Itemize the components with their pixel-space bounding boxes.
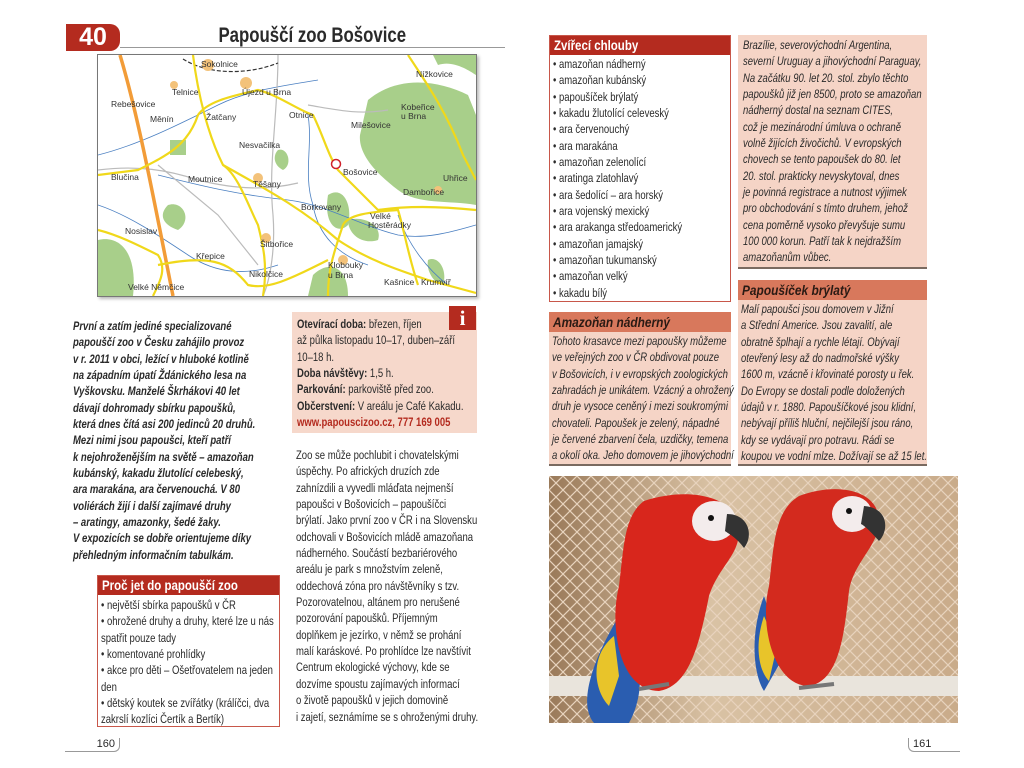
- text-line: cena poměrně vysoko převyšuje sumu: [743, 217, 906, 232]
- text-line: kubánský, kakadu žlutolící celebeský,: [73, 466, 244, 481]
- text-line: • amazoňan velký: [553, 269, 628, 284]
- text-line: nádherného. Součástí bezbariérového: [296, 546, 458, 561]
- why-visit-header: [98, 576, 279, 595]
- map-label: Kašnice: [384, 277, 415, 287]
- text-line: koupou ve vodní mlze. Dožívají se až 15 let.: [741, 449, 928, 464]
- text-line: odchovali v Bošovicích mládě amazoňana: [296, 529, 474, 544]
- page-number-left: 160: [65, 738, 120, 752]
- text-line: Mezi nimi jsou papoušci, kteří patří: [73, 433, 231, 448]
- intro-paragraph: [73, 318, 307, 563]
- text-line: • amazoňan zelenolící: [553, 155, 647, 170]
- animal-highlights-title: Zvířecí chlouby: [554, 37, 639, 53]
- text-line: • kakadu žlutolící celeveský: [553, 106, 669, 121]
- text-line: • amazoňan nádherný: [553, 57, 646, 71]
- body-paragraph: [296, 447, 529, 725]
- text-line: zahnízdili a vyvedli mláďata nejmenší: [296, 480, 454, 495]
- map-label: Dambořice: [403, 187, 445, 197]
- opening-hours: [297, 316, 463, 332]
- amazon-header: [549, 312, 731, 332]
- visitor-info-box: [292, 312, 477, 433]
- text-line: Na začátku 90. let 20. stol. zbylo těchto: [743, 70, 909, 85]
- text-line: což je mezinárodní úmluva o ochraně: [743, 119, 901, 134]
- text-line: chovech se tento papoušek do 80. let: [743, 152, 901, 167]
- text-line: • největší sbírka papoušků v ČR: [101, 598, 236, 612]
- map-label: Kobeřice: [401, 102, 435, 112]
- text-line: • amazoňan jamajský: [553, 236, 643, 251]
- text-line: pozorování papoušků. Příjemným: [296, 611, 438, 626]
- text-line: Do Evropy se dostali podle doložených: [741, 383, 905, 398]
- spectacled-parrotlet-box: [738, 280, 927, 466]
- text-line: malí karáskové. Po prohlídce lze navštívit: [296, 644, 471, 659]
- text-line: kdy se vydávají pro potravu. Rádi se: [741, 432, 895, 447]
- text-line: a okolí oka. Jeho domovem je jihovýchodní: [552, 448, 734, 463]
- map-label: Telnice: [172, 87, 199, 97]
- text-line: ve veřejných zoo v ČR obdivovat pouze: [552, 350, 719, 365]
- text-line: ara marakána, ara červenouchá. V 80: [73, 482, 240, 497]
- map-label: Těšany: [253, 179, 281, 189]
- text-line: obratně šplhají a rychle létají. Obývají: [741, 334, 900, 349]
- text-line: na západním úpatí Ždánického lesa na: [73, 368, 247, 383]
- text-line: druh je vysoce ceněný i mezi soukromými: [552, 399, 728, 414]
- text-line: která dnes čítá asi 200 jedinců 20 druhů.: [73, 417, 256, 432]
- opening-label: Otevírací doba:: [297, 317, 367, 331]
- amazon-continued-text: [738, 35, 927, 269]
- text-line: i zajetí, seznámíme se s ohroženými druhy.: [296, 709, 479, 724]
- map-label: Milešovice: [351, 120, 391, 130]
- map-label: Nížkovice: [416, 69, 453, 79]
- text-line: – aratingy, amazonky, šedé žaky.: [73, 515, 221, 530]
- map-label: Šitbořice: [260, 239, 294, 249]
- text-line: dávají dohromady sbírku papoušků,: [73, 400, 236, 415]
- map-label: Hostěrádky: [368, 220, 411, 230]
- text-line: volně žijících živočichů. V evropských: [743, 136, 902, 151]
- opening-hours-line: až půlka listopadu 10–17, duben–září: [297, 333, 456, 348]
- refreshments: [297, 398, 463, 414]
- text-line: v Bošovicích, i v evropských zoologických: [552, 366, 728, 381]
- map-label: Měnín: [150, 114, 174, 124]
- parrotlet-title: Papoušíček brýlatý: [742, 282, 851, 298]
- text-line: 1600 m, vzácně i křovinaté porosty u řek.: [741, 367, 915, 382]
- map-label: u Brna: [328, 270, 354, 280]
- text-line: • ohrožené druhy a druhy, které lze u nás: [101, 614, 274, 629]
- map-label: Velké: [370, 211, 391, 221]
- animal-highlights-header: [550, 36, 730, 55]
- text-line: • papoušíček brýlatý: [553, 89, 639, 104]
- text-line: zahradách je unikátem. Vzácný a ohrožený: [552, 383, 734, 398]
- text-line: otevřený lesy až do nadmořské výšky: [741, 351, 899, 366]
- text-line: spatřit pouze tady: [101, 630, 177, 645]
- info-icon: i: [449, 306, 476, 330]
- map-label: Bošovice: [343, 167, 378, 177]
- animal-highlights-box: [549, 35, 731, 302]
- text-line: o životě papoušků v jejich domovině: [296, 693, 449, 708]
- text-line: • amazoňan kubánský: [553, 73, 647, 88]
- text-line: oddechová zóna pro návštěvníky s tzv.: [296, 578, 460, 593]
- food-label: Občerstvení:: [297, 398, 356, 413]
- text-line: a Střední Americe. Jsou zavalití, ale: [741, 318, 893, 333]
- text-line: brýlatí. Jako první zoo v ČR i na Slovensku: [296, 513, 478, 528]
- visit-duration: [297, 365, 463, 381]
- animal-highlights-list: [550, 55, 730, 301]
- text-line: • ara šedolící – ara horský: [553, 187, 664, 202]
- contact-link[interactable]: www.papouscizoo.cz, 777 169 005: [297, 415, 451, 430]
- text-line: severní Uruguay a jihovýchodní Paraguay,: [743, 54, 922, 69]
- food-value: V areálu je Café Kakadu.: [355, 398, 464, 413]
- text-line: nebývají příliš hluční, nejčilejší jsou ráno,: [741, 416, 914, 431]
- parrotlet-header: [738, 280, 927, 300]
- map-label: Borkovany: [301, 202, 342, 212]
- amazon-title: Amazoňan nádherný: [553, 314, 671, 330]
- text-line: voliérách žijí i další zajímavé druhy: [73, 498, 231, 513]
- text-line: V expozicích se dobře orientujeme díky: [73, 531, 252, 546]
- map-label: Újezd u Brna: [242, 87, 292, 97]
- text-line: papoušků již jen 8500, proto se amazoňan: [743, 87, 922, 102]
- text-line: dozvíme spoustu zajímavých informací: [296, 676, 460, 691]
- text-line: papoušci v Bošovicích – papoušíčci: [296, 497, 447, 512]
- text-line: amazoňanům vůbec.: [743, 250, 832, 265]
- map-label: Otnice: [289, 110, 314, 120]
- opening-value: březen, říjen: [366, 317, 422, 331]
- text-line: • dětský koutek se zvířátky (králíčci, dva: [101, 696, 270, 711]
- parrotlet-text: [738, 300, 927, 464]
- page-title: [120, 24, 505, 48]
- why-visit-list: [98, 595, 279, 728]
- map-label: Uhřice: [443, 173, 468, 183]
- map-label: Nosislav: [125, 226, 158, 236]
- text-line: zakrslí kozlíci Čertík a Bertík): [101, 712, 225, 727]
- text-line: v r. 2011 v obci, ležící v hluboké kotlině: [73, 351, 249, 366]
- amazon-box: [549, 312, 734, 466]
- text-line: První a zatím jediné specializované: [73, 319, 232, 333]
- map-label: Nikolčice: [249, 269, 284, 279]
- text-line: přehledným informačním tabulkám.: [73, 547, 234, 562]
- text-line: areálu je park s množstvím zeleně,: [296, 562, 443, 577]
- text-line: Centrum ekologické výchovy, kde se: [296, 660, 450, 675]
- map-label: Žatčany: [206, 112, 237, 122]
- text-line: • akce pro děti – Ošetřovatelem na jeden: [101, 663, 273, 678]
- text-line: 20. stol. prakticky nevyskytoval, dnes: [743, 168, 900, 183]
- text-line: • kakadu bílý: [553, 285, 608, 300]
- text-line: Tohoto krasavce mezi papoušky můžeme: [552, 334, 727, 348]
- visit-label: Doba návštěvy:: [297, 366, 368, 381]
- text-line: Brazílie, severovýchodní Argentina,: [743, 38, 893, 52]
- page-title-text: Papouščí zoo Bošovice: [218, 24, 407, 47]
- text-line: doplňkem je jezírko, v němž se prohání: [296, 627, 462, 642]
- text-line: Malí papoušci jsou domovem v Jižní: [741, 302, 894, 316]
- text-line: pro obchodování s tímto druhem, jehož: [743, 201, 908, 216]
- amazon-text: [549, 332, 734, 464]
- text-line: chovateli. Papoušek je zelený, nápadné: [552, 415, 720, 430]
- text-line: • amazoňan tukumanský: [553, 253, 657, 268]
- why-visit-title: Proč jet do papouščí zoo: [102, 577, 238, 593]
- text-line: Zoo se může pochlubit i chovatelskými: [296, 448, 459, 462]
- parking-label: Parkování:: [297, 382, 346, 397]
- text-line: • ara marakána: [553, 138, 618, 153]
- map-label: Nesvačilka: [239, 140, 281, 150]
- parking-value: parkoviště před zoo.: [345, 382, 434, 397]
- map-label: Sokolnice: [201, 59, 238, 69]
- text-line: • ara červenouchý: [553, 122, 630, 137]
- text-line: papouščí zoo v Česku zahájilo provoz: [73, 335, 245, 350]
- text-line: • ara vojenský mexický: [553, 204, 650, 219]
- map-label: Křepice: [196, 251, 225, 261]
- macaw-photo: [549, 476, 958, 723]
- map-label: Krumvíř: [421, 277, 451, 287]
- map-label: Klobouky: [328, 260, 363, 270]
- text-line: Pozorovatelnou, altánem pro nerušené: [296, 595, 460, 610]
- map-label: Blučina: [111, 172, 139, 182]
- map-label: Rebešovice: [111, 99, 156, 109]
- text-line: nádherný dostal na seznam CITES,: [743, 103, 894, 118]
- location-map: [97, 54, 477, 297]
- text-line: • ara arakanga středoamerický: [553, 220, 683, 235]
- text-line: je červené zbarvení čela, uzdičky, temena: [552, 432, 729, 447]
- text-line: k nejohroženějším na světě – amazoňan: [73, 449, 254, 464]
- map-label: u Brna: [401, 111, 427, 121]
- why-visit-box: [97, 575, 280, 727]
- text-line: • aratinga zlatohlavý: [553, 171, 639, 186]
- parking: [297, 381, 463, 397]
- opening-hours-line: 10–18 h.: [297, 349, 335, 364]
- text-line: údajů v r. 1880. Papoušíčkové jsou klidní,: [741, 400, 917, 415]
- visit-value: 1,5 h.: [367, 366, 394, 381]
- chapter-number-badge: 40: [66, 24, 120, 51]
- text-line: • komentované prohlídky: [101, 647, 206, 662]
- text-line: Vyškovsku. Manželé Škrhákovi 40 let: [73, 384, 240, 399]
- text-line: 100 000 korun. Patří tak k nejdražším: [743, 234, 901, 249]
- page-number-right: 161: [908, 738, 960, 752]
- map-label: Velké Němčice: [128, 282, 185, 292]
- text-line: úspěchy. Po afrických druzích zde: [296, 464, 440, 479]
- text-line: je povinná registrace a nutnost výjimek: [743, 185, 907, 200]
- map-label: Moutnice: [188, 174, 223, 184]
- zoo-location-icon: [332, 160, 341, 169]
- text-line: den: [101, 679, 117, 694]
